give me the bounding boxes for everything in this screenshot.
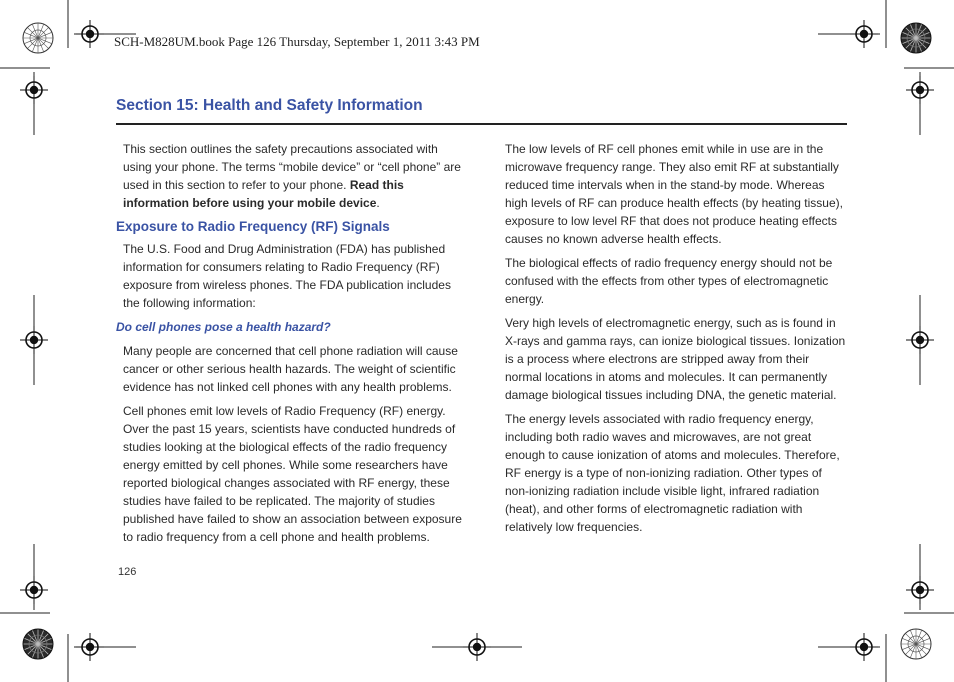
registration-mark-icon: [906, 326, 934, 354]
low-levels-paragraph: The low levels of RF cell phones emit while in use are in the microwave frequency range. They also emit RF at substantially reduced time intervals when in the stand-by mode. Whereas high levels of RF can produce health effects (by heating tissue), exposure to low level RF that does not produce heating effects causes no known adverse health effects.: [505, 142, 843, 246]
concern-paragraph: Many people are concerned that cell phone radiation will cause cancer or other serious health hazards. The weight of scientific evidence has not linked cell phones with any health problems.: [123, 344, 458, 394]
biological-effects-paragraph: The biological effects of radio frequency energy should not be confused with the effects from other types of electromagnetic energy.: [505, 256, 833, 306]
heading-rf-signals: Exposure to Radio Frequency (RF) Signals: [116, 219, 390, 234]
print-header: SCH-M828UM.book Page 126 Thursday, September 1, 2011 3:43 PM: [114, 34, 480, 49]
registration-mark-icon: [850, 633, 878, 661]
intro-text: This section outlines the safety precautions associated with using your phone. The terms “mobile device” or “cell phone” are used in this section to refer to your phone.: [123, 142, 461, 192]
section-title: Section 15: Health and Safety Information: [116, 97, 423, 114]
title-rule: [116, 123, 847, 125]
page-number: 126: [118, 566, 137, 578]
registration-mark-icon: [906, 576, 934, 604]
registration-mark-icon: [20, 576, 48, 604]
energy-levels-paragraph: The energy levels associated with radio frequency energy, including both radio waves and microwaves, are not great enough to cause ionization of atoms and molecules. Therefore, RF energy is a type of non-ionizing radiation. Other types of non-ionizing radiation include visible light, infrared radiation (heat), and other forms of electromagnetic radiation with relatively low frequencies.: [505, 412, 840, 534]
intro-paragraph: [123, 140, 466, 212]
registration-mark-icon: [76, 20, 104, 48]
left-column: [116, 140, 466, 552]
studies-paragraph: Cell phones emit low levels of Radio Frequency (RF) energy. Over the past 15 years, scientists have conducted hundreds of studies looking at the biological effects of the radio frequency energy emitted by cell phones. While some researchers have reported biological changes associated with RF energy, these studies have failed to be replicated. The majority of studies published have failed to show an association between exposure to radio frequency from a cell phone and health problems.: [123, 404, 462, 544]
fda-paragraph: The U.S. Food and Drug Administration (FDA) has published information for consumers relating to Radio Frequency (RF) exposure from wireless phones. The FDA publication includes the following information:: [123, 242, 451, 310]
registration-mark-icon: [20, 76, 48, 104]
intro-bold-text: Read this information before using your mobile device: [123, 178, 404, 210]
color-wheel-icon: [901, 629, 931, 659]
registration-mark-icon: [20, 326, 48, 354]
registration-mark-icon: [850, 20, 878, 48]
right-column: [505, 140, 847, 542]
registration-mark-icon: [463, 633, 491, 661]
high-levels-paragraph: Very high levels of electromagnetic energy, such as is found in X-rays and gamma rays, can ionize biological tissues. Ionization is a process where electrons are stripped away from their normal locations in atoms and molecules. It can permanently damage biological tissues including DNA, the genetic material.: [505, 316, 846, 402]
color-wheel-icon: [23, 629, 53, 659]
color-wheel-icon: [901, 23, 931, 53]
subheading-health-hazard: Do cell phones pose a health hazard?: [116, 320, 331, 334]
registration-mark-icon: [906, 76, 934, 104]
intro-end-text: .: [376, 196, 380, 210]
color-wheel-icon: [23, 23, 53, 53]
registration-mark-icon: [76, 633, 104, 661]
